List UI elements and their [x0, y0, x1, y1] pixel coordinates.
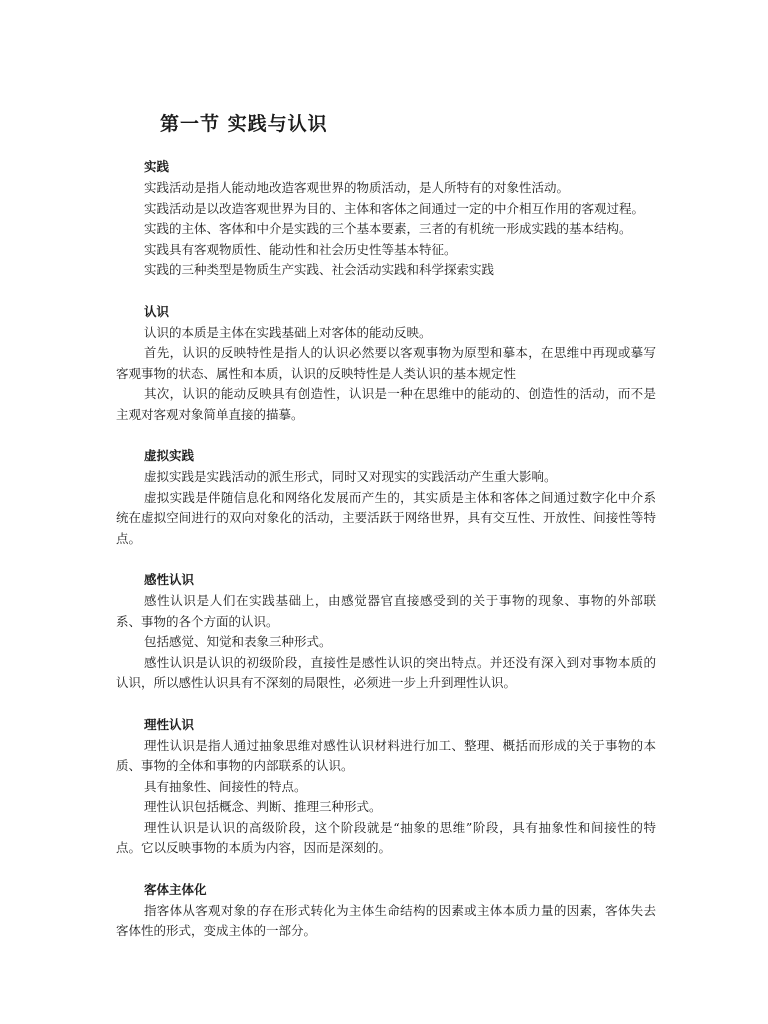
section: [116, 571, 656, 694]
paragraph: 实践活动是指人能动地改造客观世界的物质活动，是人所特有的对象性活动。: [144, 180, 570, 195]
paragraph: 虚拟实践是实践活动的派生形式，同时又对现实的实践活动产生重大影响。: [144, 469, 557, 484]
paragraph: 理性认识是认识的高级阶段，这个阶段就是“抽象的思维”阶段，具有抽象性和间接性的特点。它以反映事物的本质为内容，因而是深刻的。: [116, 819, 656, 855]
paragraph: 理性认识包括概念、判断、推理三种形式。: [144, 799, 382, 814]
section: [116, 158, 656, 281]
paragraph: 感性认识是认识的初级阶段，直接性是感性认识的突出特点。并还没有深入到对事物本质的认识，所以感性认识具有不深刻的局限性，必须进一步上升到理性认识。: [116, 654, 656, 690]
section-title: 认识: [144, 303, 170, 319]
paragraph: 具有抽象性、间接性的特点。: [144, 778, 307, 794]
page-title: 第一节 实践与认识: [160, 113, 328, 135]
paragraph: 首先，认识的反映特性是指人的认识必然要以客观事物为原型和摹本，在思维中再现或摹写客观事物的状态、属性和本质，认识的反映特性是人类认识的基本规定性: [116, 345, 656, 381]
sections-container: [116, 158, 656, 942]
paragraph: 认识的本质是主体在实践基础上对客体的能动反映。: [144, 324, 432, 340]
section: [116, 881, 656, 942]
section-title: 感性认识: [144, 572, 195, 587]
section: [116, 303, 656, 426]
section-title: 实践: [144, 159, 170, 174]
section-title: 客体主体化: [144, 881, 207, 897]
section-title: 理性认识: [144, 716, 195, 732]
paragraph: 包括感觉、知觉和表象三种形式。: [144, 634, 332, 649]
paragraph: 感性认识是人们在实践基础上，由感觉器官直接感受到的关于事物的现象、事物的外部联系、事物的各个方面的认识。: [116, 593, 656, 629]
paragraph: 指客体从客观对象的存在形式转化为主体生命结构的因素或主体本质力量的因素，客体失去客体性的形式，变成主体的一部分。: [116, 902, 656, 938]
paragraph: 实践具有客观物质性、能动性和社会历史性等基本特征。: [144, 241, 457, 257]
paragraph: 实践活动是以改造客观世界为目的、主体和客体之间通过一定的中介相互作用的客观过程。: [144, 200, 645, 216]
paragraph: 实践的三种类型是物质生产实践、社会活动实践和科学探索实践: [144, 262, 495, 277]
document-body: [116, 110, 656, 942]
section: [116, 447, 656, 549]
paragraph: 理性认识是指人通过抽象思维对感性认识材料进行加工、整理、概括而形成的关于事物的本质、事物的全体和事物的内部联系的认识。: [116, 737, 656, 773]
section: [116, 716, 656, 859]
paragraph: 实践的主体、客体和中介是实践的三个基本要素，三者的有机统一形成实践的基本结构。: [144, 221, 632, 236]
paragraph: 其次，认识的能动反映具有创造性，认识是一种在思维中的能动的、创造性的活动，而不是主观对客观对象简单直接的描摹。: [116, 386, 656, 422]
paragraph: 虚拟实践是伴随信息化和网络化发展而产生的，其实质是主体和客体之间通过数字化中介系统在虚拟空间进行的双向对象化的活动，主要活跃于网络世界，具有交互性、开放性、间接性等特点。: [116, 489, 656, 546]
section-title: 虚拟实践: [144, 448, 195, 463]
